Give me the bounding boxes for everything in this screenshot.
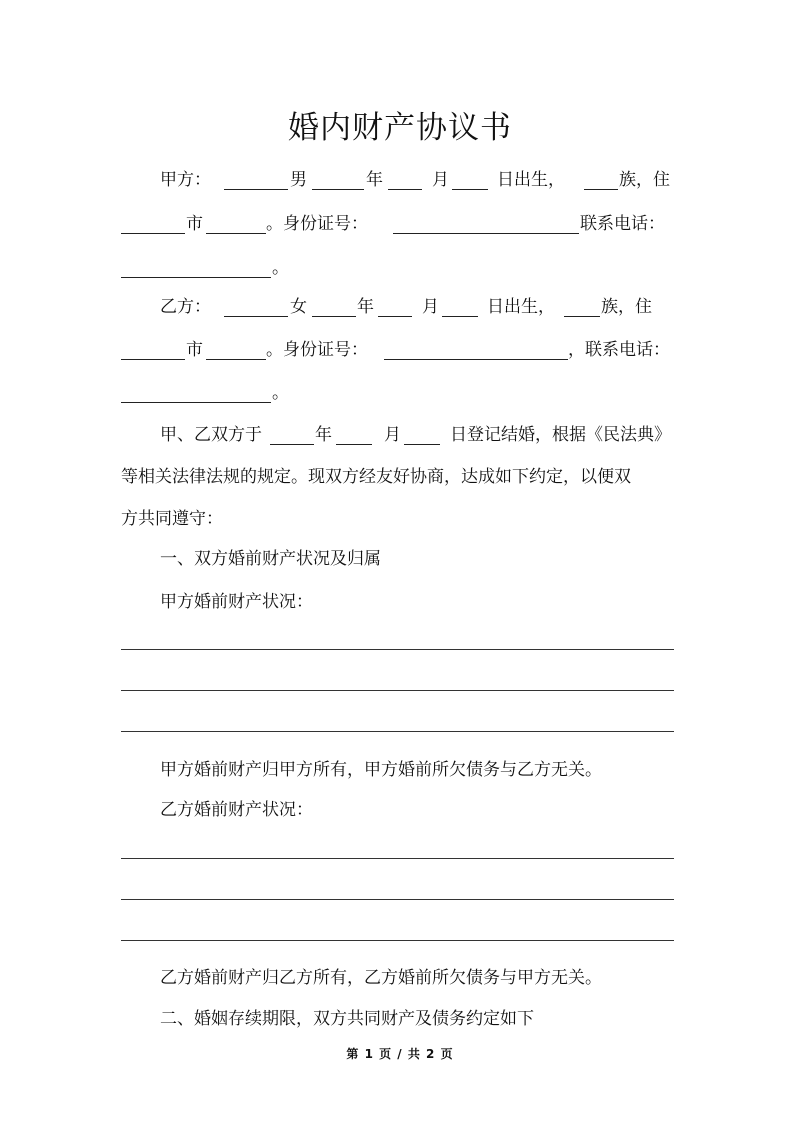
blank-line	[121, 690, 674, 691]
page-number: 第 1 页 / 共 2 页	[346, 1047, 454, 1061]
party-a-birth: 日出生，	[497, 170, 565, 190]
blank-line	[121, 731, 674, 732]
intro-month: 月	[384, 425, 401, 445]
party-b-gender: 女	[290, 297, 307, 317]
party-b-ethnic: 族，住	[601, 297, 652, 317]
party-a-label: 甲方：	[160, 170, 211, 190]
party-a-city: 市	[186, 214, 203, 234]
intro-year: 年	[315, 425, 332, 445]
party-b-phone-label: ，联系电话：	[568, 340, 670, 360]
party-a-phone-label: 联系电话：	[580, 214, 665, 234]
blank-line	[121, 858, 674, 859]
party-b-year: 年	[357, 297, 374, 317]
section2-heading: 二、婚姻存续期限，双方共同财产及债务约定如下	[160, 1009, 534, 1029]
party-a-end: 。	[272, 258, 289, 278]
party-b-label: 乙方：	[160, 297, 211, 317]
document-title: 婚内财产协议书	[288, 110, 512, 146]
blank-line	[121, 649, 674, 650]
intro-line3-text: 方共同遵守：	[121, 509, 223, 529]
party-b-city: 市	[186, 340, 203, 360]
party-b-premarital-ownership: 乙方婚前财产归乙方所有，乙方婚前所欠债务与甲方无关。	[160, 968, 602, 988]
party-a-gender: 男	[290, 170, 307, 190]
party-a-year: 年	[366, 170, 383, 190]
party-a-ethnic: 族，住	[619, 170, 670, 190]
intro-start: 甲、乙双方于	[160, 425, 262, 445]
section1-heading: 一、双方婚前财产状况及归属	[160, 549, 381, 569]
party-b-id-label: 。身份证号：	[266, 340, 368, 360]
party-b-end: 。	[272, 383, 289, 403]
blank-line	[121, 940, 674, 941]
blank-line	[121, 899, 674, 900]
party-a-premarital-ownership: 甲方婚前财产归甲方所有，甲方婚前所欠债务与乙方无关。	[160, 760, 602, 780]
intro-line2-text: 等相关法律法规的规定。现双方经友好协商，达成如下约定，以便双	[121, 467, 631, 487]
party-a-id-label: 。身份证号：	[266, 214, 368, 234]
party-b-month: 月	[422, 297, 439, 317]
intro-rest: 日登记结婚，根据《民法典》	[450, 425, 671, 445]
party-b-premarital-status: 乙方婚前财产状况：	[160, 800, 313, 820]
party-a-premarital-status: 甲方婚前财产状况：	[160, 592, 313, 612]
party-b-birth: 日出生，	[487, 297, 555, 317]
party-a-month: 月	[432, 170, 449, 190]
